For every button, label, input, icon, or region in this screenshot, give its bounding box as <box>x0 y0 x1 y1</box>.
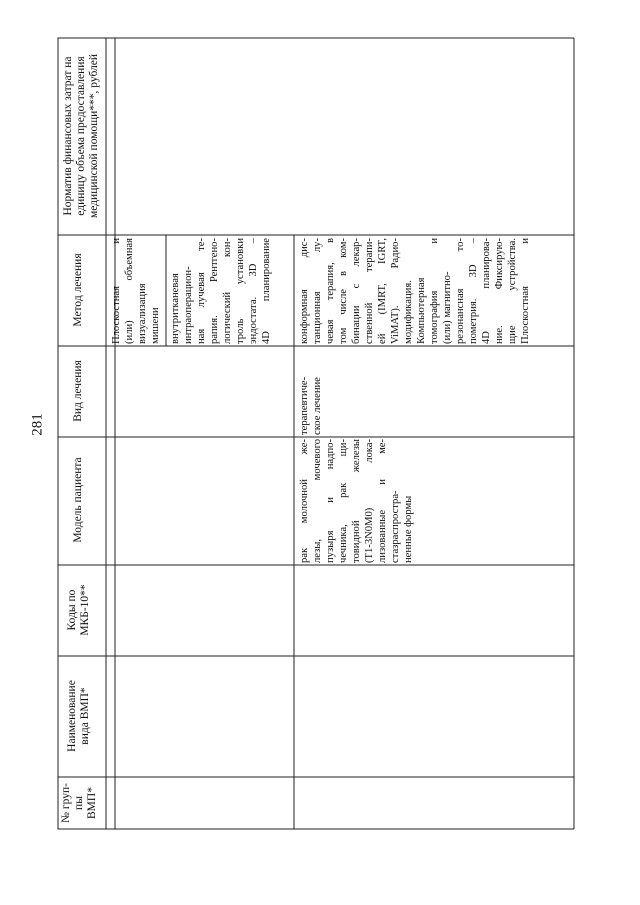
row3-method-line: Компьютерная <box>416 277 427 344</box>
row3-treatment-type <box>298 349 324 435</box>
row3-method-line: ственной терапи- <box>364 238 375 344</box>
row3-method-line: щие устройства. <box>507 238 518 344</box>
row3-method <box>298 238 532 344</box>
row3-method-line: чевая терапия, в <box>325 238 336 344</box>
row2-method-line: внутритканевая <box>170 273 181 344</box>
row3-method-line: томография и <box>429 238 440 344</box>
row3-patient-line: товидной железы <box>351 439 362 563</box>
header-group-no: № груп- пы ВМП* <box>60 783 98 823</box>
row3-method-line: (или) магнитно- <box>442 271 453 344</box>
header-vmp-name: Наименование вида ВМП* <box>66 680 91 752</box>
row3-method-line: ние. Фиксирую- <box>494 238 505 344</box>
row2-method-line: ная лучевая те- <box>196 238 207 344</box>
header-treatment-type: Вид лечения <box>72 360 84 422</box>
row2-method-line: интраоперацион- <box>183 266 194 344</box>
row3-method-line: резонансная то- <box>455 238 466 344</box>
row3-patient-line: чечника, рак щи- <box>338 439 349 563</box>
row2-method <box>169 238 273 344</box>
row1-method <box>110 238 162 344</box>
row3-patient-line: (T1-3N0M0) лока- <box>364 439 375 563</box>
row3-method-line: бинации с лекар- <box>351 238 362 344</box>
page-number: 281 <box>29 413 46 436</box>
row3-method-line: Плоскостная и <box>520 238 531 344</box>
header-mkb-codes: Коды по МКБ-10** <box>66 584 91 636</box>
row3-method-line: ей (IMRT, IGRT, <box>377 238 388 344</box>
row3-method-line: конформная дис- <box>299 238 310 344</box>
row3-method-line: пометрия. 3D – <box>468 238 479 344</box>
row1-method-line: Плоскостная и <box>111 238 122 344</box>
row3-patient-line: ненные формы <box>403 495 414 563</box>
row3-type-line: ское лечение <box>312 377 323 435</box>
row2-method-line: троль установки <box>235 238 246 344</box>
row2-method-line: 4D планирование <box>261 238 272 344</box>
row3-patient-line: рак молочной же- <box>299 439 310 563</box>
row3-patient-line: лизованные и ме- <box>377 439 388 563</box>
row2-method-line: рапия. Рентгено- <box>209 238 220 344</box>
row3-patient-line: пузыря и надпо- <box>325 439 336 563</box>
header-patient-model: Модель пациента <box>72 457 84 543</box>
row3-patient-line: лезы, мочевого <box>312 439 323 563</box>
row3-method-line: ViMAT). Радио- <box>390 238 401 344</box>
row2-method-line: логический кон- <box>222 238 233 344</box>
row3-type-line: терапевтиче- <box>299 376 310 435</box>
row3-patient-line: стазраспростра- <box>390 490 401 563</box>
row3-method-line: 4D планирова- <box>481 238 492 344</box>
row1-method-line: (или) объемная <box>124 238 135 344</box>
row1-method-line: мишени <box>150 307 161 344</box>
row3-method-line: модификация. <box>403 280 414 344</box>
row3-patient-model <box>298 439 415 563</box>
row3-method-line: танционная лу- <box>312 238 323 344</box>
row3-method-line: том числе в ком- <box>338 238 349 344</box>
row1-method-line: визуализация <box>137 283 148 344</box>
header-financial-norm: Норматив финансовых затрат на единицу объема предоставления медицинской помощи***, рублей <box>62 53 100 219</box>
row2-method-line: эндостата. 3D – <box>248 238 259 344</box>
header-treatment-method: Метод лечения <box>72 253 84 327</box>
